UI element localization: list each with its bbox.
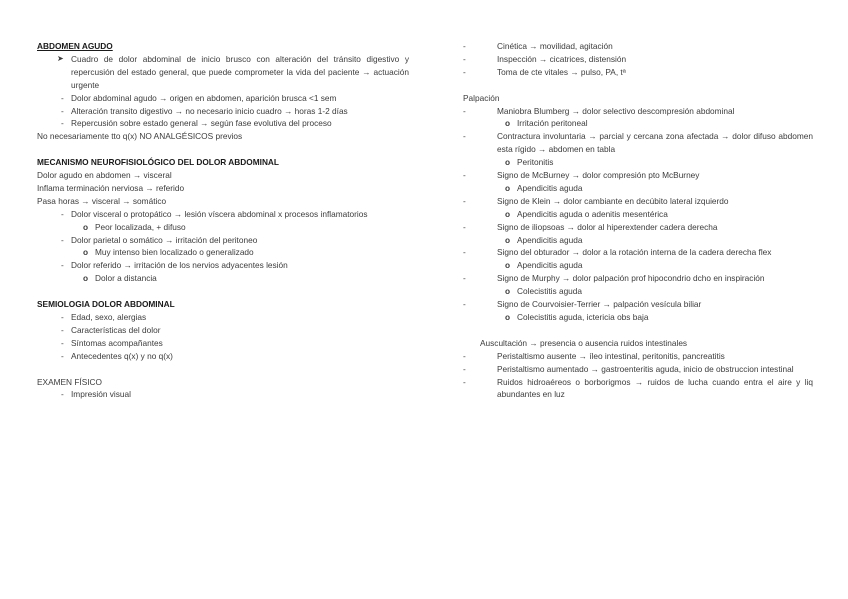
circle-bullet-icon: o [505, 312, 511, 323]
sub-item: o Colecistitis aguda, ictericia obs baja [505, 312, 649, 323]
circle-bullet-icon: o [83, 247, 89, 258]
list-item: - Signo de iliopsoas → dolor al hiperextender cadera derecha [463, 221, 718, 232]
list-item: - Síntomas acompañantes [61, 337, 163, 348]
circle-bullet-icon: o [505, 260, 511, 271]
list-item: - Peristaltismo ausente → íleo intestinal, peritonitis, pancreatitis [463, 350, 725, 361]
dash-marker: - [463, 299, 466, 310]
dash-marker: - [61, 312, 64, 322]
sub-item: o Apendicitis aguda [505, 234, 583, 245]
dash-marker: - [463, 170, 466, 181]
dash-marker: - [463, 53, 466, 64]
dash-marker: - [463, 350, 466, 361]
list-item: - Dolor referido → irritación de los nervios adyacentes lesión [61, 260, 288, 271]
bullet-definition: ➤ Cuadro de dolor abdominal de inicio brusco con alteración del tránsito digestivo y repercusión del estado general, que puede comprometer la vida del paciente → actuación urgente [57, 53, 409, 90]
list-item: - Inspección → cicatrices, distensión [463, 53, 627, 64]
list-item: - Impresión visual [61, 389, 131, 400]
heading-palpacion: Palpación [463, 92, 500, 103]
list-item: - Dolor parietal o somático → irritación del peritoneo [61, 234, 258, 245]
dash-marker: - [463, 247, 466, 258]
list-item: - Antecedentes q(x) y no q(x) [61, 350, 173, 361]
list-item: - Signo de Courvoisier-Terrier → palpación vesícula biliar [463, 299, 702, 310]
list-item: - Maniobra Blumberg → dolor selectivo descompresión abdominal [463, 105, 735, 116]
list-item: - Edad, sexo, alergias [61, 312, 147, 322]
list-item: - Peristaltismo aumentado → gastroenteritis aguda, inicio de obstruccion intestinal [463, 363, 794, 374]
sub-item: o Irritación peritoneal [505, 118, 588, 129]
dash-marker: - [463, 66, 466, 77]
dash-marker: - [61, 92, 64, 103]
sub-item: o Colecistitis aguda [505, 286, 583, 297]
list-item: - Cinética → movilidad, agitación [463, 41, 613, 51]
list-item: - Dolor visceral o protopático → lesión víscera abdominal x procesos inflamatorios [61, 208, 368, 219]
list-item: - Contractura involuntaria → parcial y cercana zona afectada → dolor difuso abdomen esta rígido → abdomen en tabla [463, 131, 813, 155]
right-column [463, 40, 813, 401]
dash-marker: - [61, 337, 64, 348]
dash-marker: - [61, 208, 64, 219]
heading-abdomen-agudo: ABDOMEN AGUDO [37, 41, 113, 51]
dash-marker: - [61, 350, 64, 361]
dash-marker: - [463, 131, 466, 142]
circle-bullet-icon: o [505, 118, 511, 129]
list-item: - Dolor abdominal agudo → origen en abdomen, aparición brusca <1 sem [61, 92, 337, 103]
circle-bullet-icon: o [83, 273, 89, 284]
dash-marker: - [463, 195, 466, 206]
sub-item: o Apendicitis aguda o adenitis mesentérica [505, 208, 668, 219]
dash-marker: - [61, 105, 64, 116]
sub-item: o Peor localizada, + difuso [83, 221, 186, 232]
dash-marker: - [463, 105, 466, 116]
sub-item: o Muy intenso bien localizado o generalizado [83, 247, 254, 258]
circle-bullet-icon: o [505, 286, 511, 297]
sub-item: o Dolor a distancia [83, 273, 157, 284]
heading-mecanismo: MECANISMO NEUROFISIOLÓGICO DEL DOLOR ABDOMINAL [37, 157, 279, 168]
list-item: - Signo de Murphy → dolor palpación prof hipocondrio dcho en inspiración [463, 273, 765, 284]
list-item: - Características del dolor [61, 324, 161, 335]
dash-marker: - [463, 376, 466, 387]
note-text: No necesariamente tto q(x) NO ANALGÉSICOS previos [37, 131, 243, 142]
dash-marker: - [61, 389, 64, 400]
dash-marker: - [463, 273, 466, 284]
circle-bullet-icon: o [505, 157, 511, 168]
heading-semiologia: SEMIOLOGIA DOLOR ABDOMINAL [37, 299, 175, 310]
mech-line: Dolor agudo en abdomen → visceral [37, 170, 172, 181]
list-item: - Signo del obturador → dolor a la rotación interna de la cadera derecha flex [463, 247, 772, 258]
mech-line: Pasa horas → visceral → somático [37, 195, 167, 206]
list-item: - Alteración transito digestivo → no necesario inicio cuadro → horas 1-2 días [61, 105, 348, 116]
dash-marker: - [463, 41, 466, 51]
dash-marker: - [61, 324, 64, 335]
dash-marker: - [463, 221, 466, 232]
circle-bullet-icon: o [83, 221, 89, 232]
circle-bullet-icon: o [505, 234, 511, 245]
heading-auscultacion: Auscultación → presencia o ausencia ruidos intestinales [480, 337, 688, 348]
list-item: - Signo de McBurney → dolor compresión pto McBurney [463, 170, 700, 181]
dash-marker: - [61, 234, 64, 245]
list-item: - Repercusión sobre estado general → según fase evolutiva del proceso [61, 118, 332, 129]
sub-item: o Apendicitis aguda [505, 260, 583, 271]
circle-bullet-icon: o [505, 182, 511, 193]
list-item: - Signo de Klein → dolor cambiante en decúbito lateral izquierdo [463, 195, 729, 206]
heading-examen-fisico: EXAMEN FÍSICO [37, 376, 103, 387]
left-column [37, 40, 409, 401]
sub-item: o Apendicitis aguda [505, 182, 583, 193]
dash-marker: - [61, 118, 64, 129]
dash-marker: - [463, 363, 466, 374]
sub-item: o Peritonitis [505, 157, 554, 168]
mech-line: Inflama terminación nerviosa → referido [37, 182, 185, 193]
circle-bullet-icon: o [505, 208, 511, 219]
dash-marker: - [61, 260, 64, 271]
list-item: - Toma de cte vitales → pulso, PA, tª [463, 66, 626, 77]
arrow-bullet-icon: ➤ [57, 53, 64, 63]
list-item: - Ruidos hidroaéreos o borborigmos → ruidos de lucha cuando entra el aire y liq abundantes en luz [463, 376, 813, 400]
